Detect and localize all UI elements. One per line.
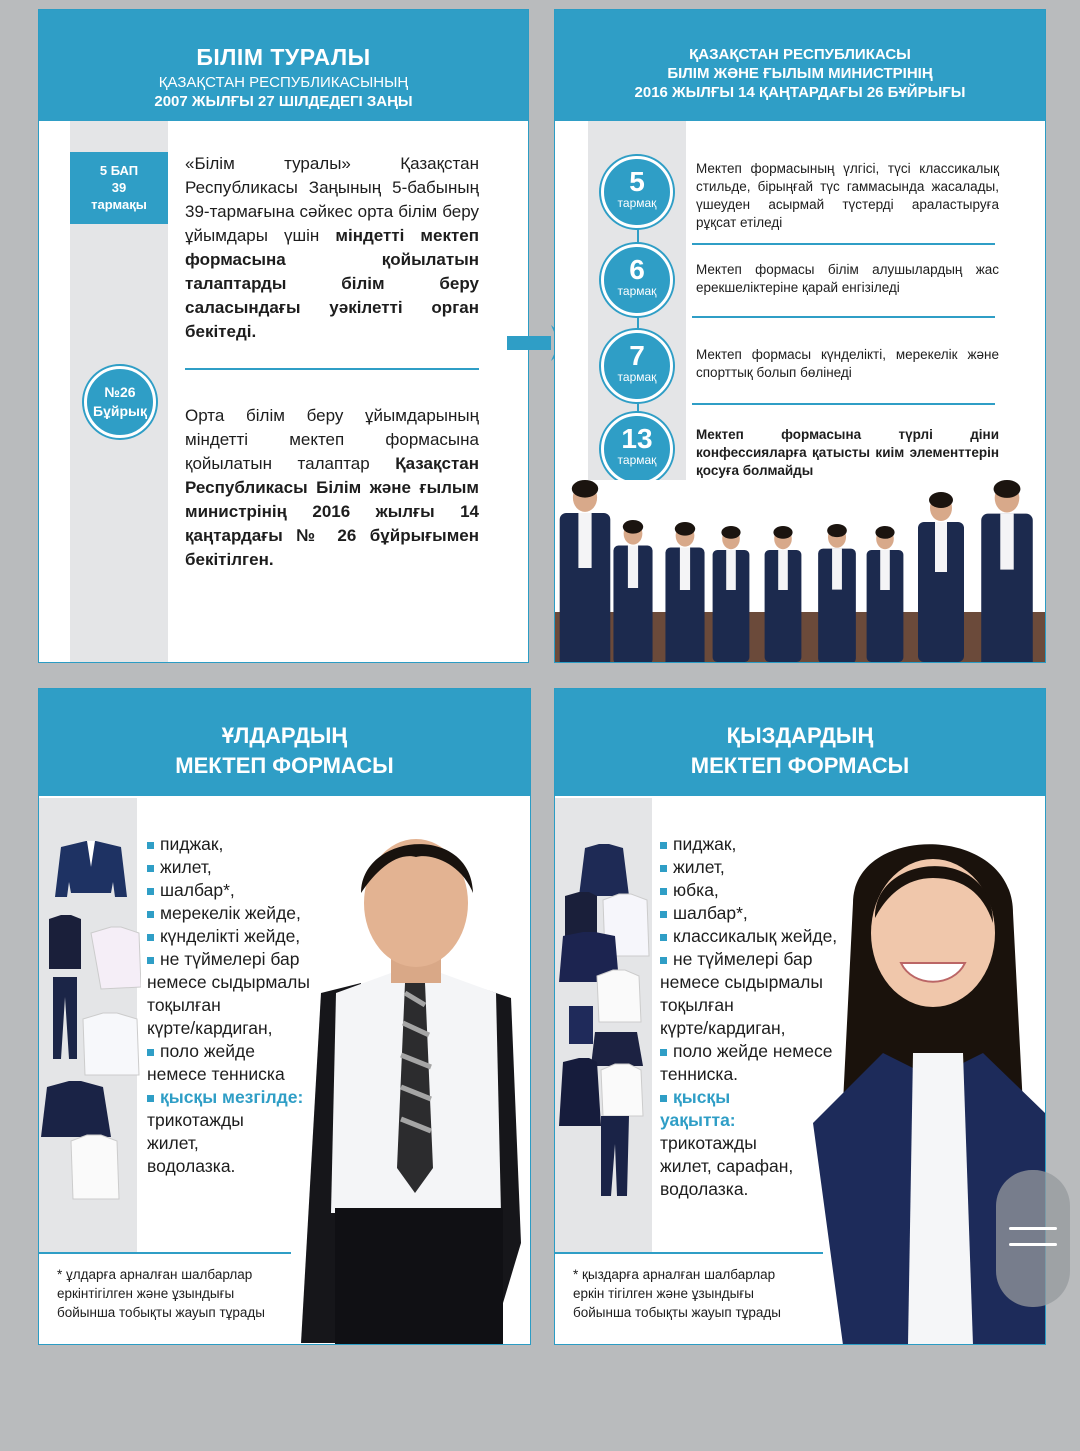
bullet-icon <box>147 865 154 872</box>
bullet-icon <box>660 934 667 941</box>
list-item: жилет, <box>660 856 837 879</box>
list-item: юбка, <box>660 879 837 902</box>
item-text-6: Мектеп формасы білім алушылардың жас ерекшеліктеріне қарай енгізіледі <box>696 262 999 295</box>
girls-panel <box>554 688 1046 1345</box>
boys-title-line-2: МЕКТЕП ФОРМАСЫ <box>175 753 394 778</box>
girls-title-line-2: МЕКТЕП ФОРМАСЫ <box>690 753 910 778</box>
list-item: жилет, <box>147 856 310 879</box>
list-item: мерекелік жейде, <box>147 902 310 925</box>
menu-lines-icon <box>1009 1227 1057 1230</box>
item-text-5: Мектеп формасының үлгісі, түсі классикалық стильде, бірыңғай түс гаммасында жасалады, үшеуден асырмай түстерді араластыруға рұқсат етіледі <box>696 161 999 230</box>
bullet-icon <box>147 911 154 918</box>
list-item: қысқы мезгілде: <box>147 1086 310 1109</box>
divider <box>39 1252 291 1254</box>
bullet-icon <box>660 865 667 872</box>
bullet-icon <box>147 1095 154 1102</box>
bullet-icon <box>660 911 667 918</box>
list-item: шалбар*, <box>660 902 837 925</box>
divider <box>692 403 995 405</box>
divider <box>692 316 995 318</box>
bullet-icon <box>660 888 667 895</box>
divider <box>692 243 995 245</box>
order-panel <box>554 9 1046 663</box>
list-item: пиджак, <box>660 833 837 856</box>
boys-title-line-1: ҰЛДАРДЫҢ <box>221 723 348 748</box>
list-item: қысқы <box>660 1086 837 1109</box>
bullet-icon <box>147 842 154 849</box>
bullet-icon <box>147 934 154 941</box>
list-item: не түймелері бар <box>660 948 837 971</box>
bullet-icon <box>147 888 154 895</box>
girls-clothes-illustration <box>557 844 652 1209</box>
divider <box>555 1252 823 1254</box>
boys-items-list: пиджак, жилет, шалбар*, мерекелік жейде, күнделікті жейде, не түймелері бар немесе сыдырмалы тоқылған күрте/кардиган, поло жейде немесе тенниска қысқы мезгілде: трикотажды жилет, водолазка. <box>147 834 310 1176</box>
girls-header <box>555 689 1045 796</box>
list-item: не түймелері бар <box>147 948 310 971</box>
boys-footnote: * ұлдарға арналған шалбарлар еркінтігілген және ұзындығы бойынша тобықты жауып тұрады <box>57 1267 265 1320</box>
law-title: БІЛІМ ТУРАЛЫ <box>196 44 371 70</box>
divider <box>185 368 479 370</box>
bullet-icon <box>660 957 667 964</box>
order-title-line-1: ҚАЗАҚСТАН РЕСПУБЛИКАСЫ <box>689 46 911 63</box>
girls-title-line-1: ҚЫЗДАРДЫҢ <box>726 723 874 748</box>
scroll-handle-button[interactable] <box>996 1170 1070 1307</box>
list-item: поло жейде немесе <box>660 1040 837 1063</box>
item-number-7: 7 тармақ <box>601 330 673 402</box>
list-item: поло жейде <box>147 1040 310 1063</box>
order-badge: №26 Бұйрық <box>84 366 156 438</box>
law-paragraph-2: Орта білім беру ұйымдарының міндетті мектеп формасына қойылатын талаптар Қазақстан Республикасы Білім және ғылым министрінің 2016 жылғы 14 қаңтардағы № 26 бұйрығымен бекітілген. <box>185 406 479 569</box>
law-paragraph-1: «Білім туралы» Қазақстан Республикасы Заңының 5-бабының 39-тармағына сәйкес орта білім беру ұйымдары үшін міндетті мектеп формасына қойылатын талаптарды білім беру саласындағы уәкілетті орган бекітеді. <box>185 154 480 341</box>
item-number-5: 5 тармақ <box>601 156 673 228</box>
law-subtitle: ҚАЗАҚСТАН РЕСПУБЛИКАСЫНЫҢ <box>158 74 409 91</box>
item-text-13: Мектеп формасына түрлі діни конфессияларға қатысты киім элементтерін қосуға болмайды <box>696 427 999 478</box>
bullet-icon <box>147 1049 154 1056</box>
bullet-icon <box>660 1049 667 1056</box>
boys-header <box>39 689 530 796</box>
boy-photo <box>291 823 531 1345</box>
list-item: классикалық жейде, <box>660 925 837 948</box>
girls-footnote: * қыздарға арналған шалбарлар еркін тігілген және ұзындығы бойынша тобықты жауып тұрады <box>573 1267 781 1320</box>
bullet-icon <box>660 1095 667 1102</box>
law-header <box>39 10 528 121</box>
law-date: 2007 ЖЫЛҒЫ 27 ШІЛДЕДЕГІ ЗАҢЫ <box>154 93 413 110</box>
law-panel <box>38 9 529 663</box>
order-title-line-2: БІЛІМ ЖӘНЕ ҒЫЛЫМ МИНИСТРІНІҢ <box>667 65 933 82</box>
article-box: 5 БАП 39 тармақы <box>70 152 168 224</box>
item-number-13: 13 тармақ <box>601 413 673 485</box>
list-item: шалбар*, <box>147 879 310 902</box>
list-item: пиджак, <box>147 833 310 856</box>
bullet-icon <box>660 842 667 849</box>
menu-lines-icon <box>1009 1243 1057 1246</box>
boys-panel <box>38 688 531 1345</box>
item-text-7: Мектеп формасы күнделікті, мерекелік және спорттық болып бөлінеді <box>696 347 999 380</box>
boys-clothes-illustration <box>41 837 141 1207</box>
girls-items-list: пиджак, жилет, юбка, шалбар*, классикалық жейде, не түймелері бар немесе сыдырмалы тоқылған күрте/кардиган, поло жейде немесе тенниска. қысқы уақытта: трикотажды жилет, сарафан, водолазка. <box>660 834 838 1199</box>
item-number-6: 6 тармақ <box>601 244 673 316</box>
students-photo <box>555 480 1045 663</box>
bullet-icon <box>147 957 154 964</box>
list-item: күнделікті жейде, <box>147 925 310 948</box>
order-header <box>555 10 1045 121</box>
order-title-line-3: 2016 ЖЫЛҒЫ 14 ҚАҢТАРДАҒЫ 26 БҰЙРЫҒЫ <box>634 84 966 101</box>
